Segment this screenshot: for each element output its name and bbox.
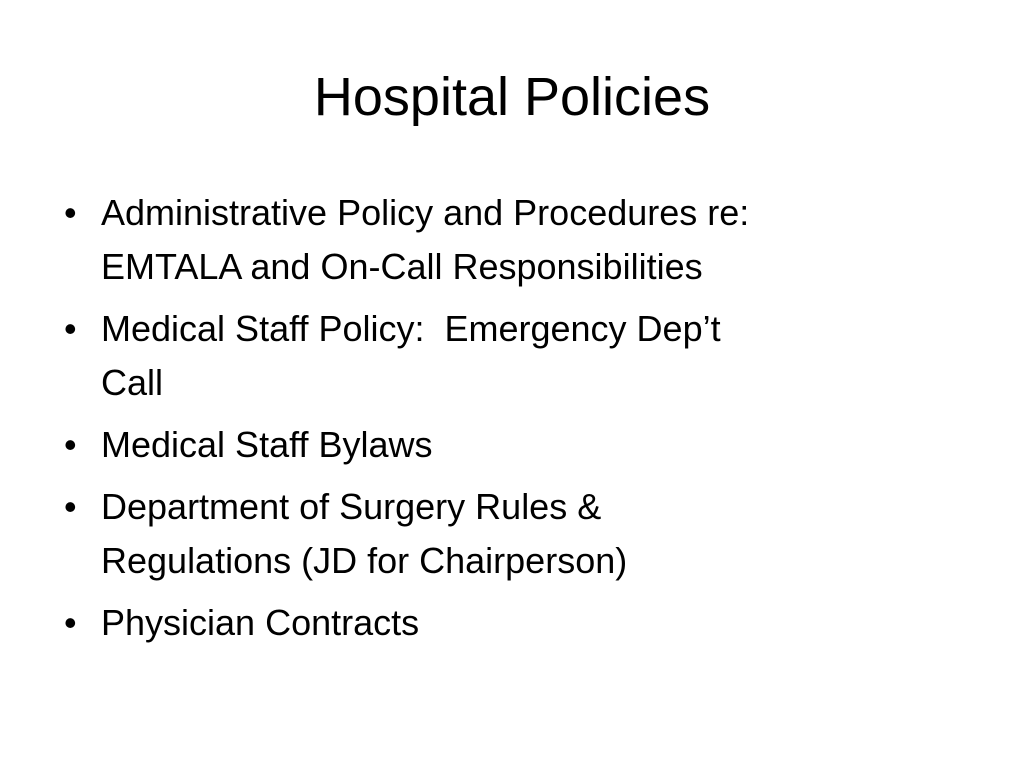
bullet-icon: • bbox=[64, 486, 77, 527]
list-item bbox=[56, 418, 956, 472]
bullet-icon: • bbox=[64, 192, 77, 233]
bullet-line: Medical Staff Policy: Emergency Dep’t bbox=[101, 308, 721, 349]
list-item bbox=[56, 480, 956, 588]
list-item bbox=[56, 302, 956, 410]
bullet-line: Administrative Policy and Procedures re: bbox=[101, 192, 750, 233]
bullet-line: Physician Contracts bbox=[101, 602, 420, 643]
bullet-list bbox=[56, 186, 956, 658]
list-item bbox=[56, 596, 956, 650]
bullet-line: EMTALA and On-Call Responsibilities bbox=[101, 246, 703, 287]
bullet-line: Call bbox=[101, 362, 164, 403]
list-item bbox=[56, 186, 956, 294]
bullet-icon: • bbox=[64, 602, 77, 643]
bullet-line: Regulations (JD for Chairperson) bbox=[101, 540, 628, 581]
bullet-line: Medical Staff Bylaws bbox=[101, 424, 433, 465]
slide-title: Hospital Policies bbox=[313, 67, 711, 127]
bullet-icon: • bbox=[64, 424, 77, 465]
bullet-line: Department of Surgery Rules & bbox=[101, 486, 602, 527]
bullet-icon: • bbox=[64, 308, 77, 349]
